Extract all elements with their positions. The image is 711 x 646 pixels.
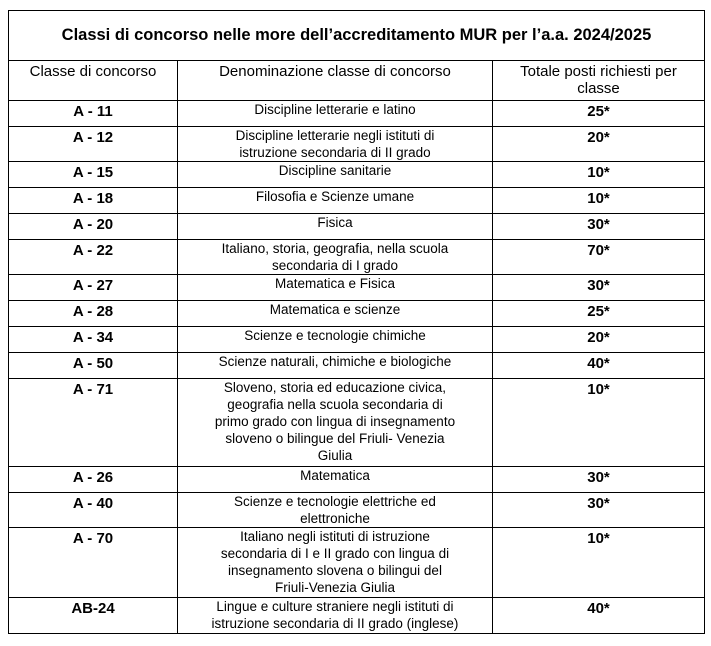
posti-richiesti: 40*: [493, 598, 705, 634]
denominazione: Lingue e culture straniere negli istituti di istruzione secondaria di II grado (inglese): [178, 598, 493, 634]
posti-richiesti: 10*: [493, 162, 705, 188]
posti-richiesti: 70*: [493, 240, 705, 275]
denominazione: Matematica: [178, 467, 493, 493]
denominazione: Scienze naturali, chimiche e biologiche: [178, 353, 493, 379]
table-title: Classi di concorso nelle more dell’accreditamento MUR per l’a.a. 2024/2025: [9, 11, 705, 61]
table-row: [9, 493, 705, 528]
denominazione: Italiano negli istituti di istruzione secondaria di I e II grado con lingua di insegnamento slovena o bilingui del Friuli-Venezia Giulia: [178, 528, 493, 598]
denominazione: Filosofia e Scienze umane: [178, 188, 493, 214]
table-row: [9, 467, 705, 493]
table-row: [9, 214, 705, 240]
denominazione: Sloveno, storia ed educazione civica, geografia nella scuola secondaria di primo grado con lingua di insegnamento sloveno o bilingue del Friuli- Venezia Giulia: [178, 379, 493, 467]
table-row: [9, 353, 705, 379]
table-row: [9, 301, 705, 327]
classe-code: AB-24: [9, 598, 178, 634]
denominazione: Discipline letterarie e latino: [178, 101, 493, 127]
posti-richiesti: 30*: [493, 467, 705, 493]
posti-richiesti: 20*: [493, 127, 705, 162]
table-row: [9, 598, 705, 634]
posti-richiesti: 25*: [493, 301, 705, 327]
classe-code: A - 18: [9, 188, 178, 214]
posti-richiesti: 30*: [493, 214, 705, 240]
table-row: [9, 162, 705, 188]
denominazione: Discipline sanitarie: [178, 162, 493, 188]
classe-code: A - 71: [9, 379, 178, 467]
posti-richiesti: 30*: [493, 493, 705, 528]
denominazione: Scienze e tecnologie chimiche: [178, 327, 493, 353]
table-row: [9, 127, 705, 162]
denominazione: Matematica e scienze: [178, 301, 493, 327]
classe-code: A - 40: [9, 493, 178, 528]
classe-code: A - 22: [9, 240, 178, 275]
classe-code: A - 15: [9, 162, 178, 188]
header-classe: Classe di concorso: [9, 61, 178, 101]
classe-code: A - 26: [9, 467, 178, 493]
header-denominazione: Denominazione classe di concorso: [178, 61, 493, 101]
table-row: [9, 240, 705, 275]
classe-code: A - 34: [9, 327, 178, 353]
denominazione: Italiano, storia, geografia, nella scuola secondaria di I grado: [178, 240, 493, 275]
denominazione: Scienze e tecnologie elettriche ed elettroniche: [178, 493, 493, 528]
header-posti: Totale posti richiesti per classe: [493, 61, 705, 101]
table-row: [9, 327, 705, 353]
denominazione: Matematica e Fisica: [178, 275, 493, 301]
table-row: [9, 275, 705, 301]
posti-richiesti: 20*: [493, 327, 705, 353]
posti-richiesti: 40*: [493, 353, 705, 379]
classe-code: A - 27: [9, 275, 178, 301]
classe-code: A - 12: [9, 127, 178, 162]
denominazione: Fisica: [178, 214, 493, 240]
posti-richiesti: 10*: [493, 188, 705, 214]
table-row: [9, 528, 705, 598]
classe-code: A - 28: [9, 301, 178, 327]
posti-richiesti: 25*: [493, 101, 705, 127]
posti-richiesti: 30*: [493, 275, 705, 301]
denominazione: Discipline letterarie negli istituti di istruzione secondaria di II grado: [178, 127, 493, 162]
table-row: [9, 379, 705, 467]
classe-code: A - 11: [9, 101, 178, 127]
classe-code: A - 70: [9, 528, 178, 598]
posti-richiesti: 10*: [493, 528, 705, 598]
classi-table: [8, 10, 705, 634]
posti-richiesti: 10*: [493, 379, 705, 467]
classe-code: A - 50: [9, 353, 178, 379]
table-row: [9, 188, 705, 214]
classe-code: A - 20: [9, 214, 178, 240]
table-row: [9, 101, 705, 127]
